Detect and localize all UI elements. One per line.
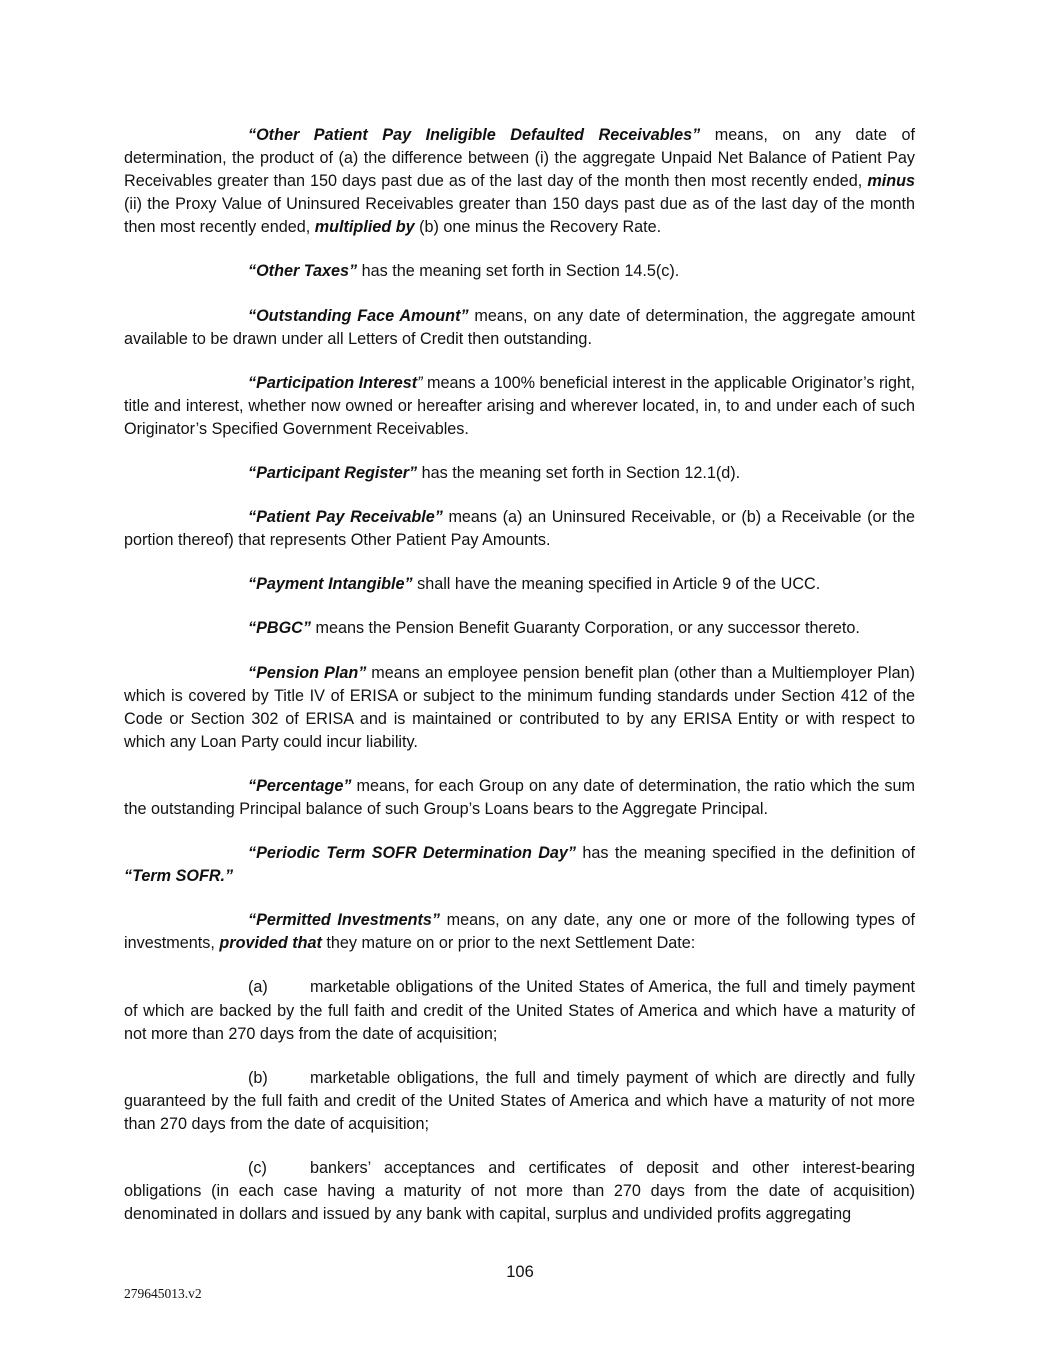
definition-text: means, on any date of determination, the aggregate amount available to be drawn under all Letters of Credit then outstanding. [124, 306, 916, 348]
definition-text: has the meaning specified in the definition of [576, 844, 915, 863]
subclause-list [124, 976, 915, 1226]
definition-paragraph [124, 462, 915, 485]
defined-term: “Payment Intangible” [248, 575, 413, 594]
definition-text: means an employee pension benefit plan (other than a Multiemployer Plan) which is covered by Title IV of ERISA or subject to the minimum funding standards under Section 412 of the Code or Section 302 of ERISA and is maintained or contributed to by any ERISA Entity or with respect to which any Loan Party could incur liability. [124, 663, 915, 751]
subclause-text: marketable obligations of the United States of America, the full and timely payment of which are backed by the full faith and credit of the United States of America and which have a maturity of not more than 270 days from the date of acquisition; [124, 978, 915, 1043]
subclause-label: (b) [248, 1068, 268, 1087]
definition-text: (b) one minus the Recovery Rate. [414, 218, 662, 237]
document-body [124, 124, 915, 1247]
definition-paragraph [124, 372, 915, 441]
emphasis-text: minus [867, 172, 915, 191]
defined-term: “Outstanding Face Amount” [248, 306, 469, 325]
defined-term: “Participant Register” [248, 464, 418, 483]
definition-text: means (a) an Uninsured Receivable, or (b) a Receivable (or the portion thereof) that represents Other Patient Pay Amounts. [124, 508, 916, 550]
emphasis-text: “Term SOFR.” [124, 867, 234, 886]
definition-text: (ii) the Proxy Value of Uninsured Receivables greater than 150 days past due as of the last day of the month then most recently ended, [124, 195, 915, 237]
subclause-text: marketable obligations, the full and timely payment of which are directly and fully guaranteed by the full faith and credit of the United States of America and which have a maturity of not more than 270 days from the date of acquisition; [124, 1068, 915, 1133]
emphasis-text: provided that [219, 934, 322, 953]
defined-term: “Other Taxes” [248, 262, 358, 281]
definition-paragraph [124, 842, 915, 888]
definition-text: has the meaning set forth in Section 14.5(c). [357, 262, 680, 281]
document-id: 279645013.v2 [124, 1286, 202, 1301]
subclause-paragraph [124, 976, 915, 1045]
definition-paragraph [124, 124, 915, 239]
definition-paragraph [124, 775, 915, 821]
defined-term: “Patient Pay Receivable” [248, 508, 443, 527]
subclause-text: bankers’ acceptances and certificates of deposit and other interest-bearing obligations (in each case having a maturity of not more than 270 days from the date of acquisition) denominated in dollars and issued by any bank with capital, surplus and undivided profits aggregating [124, 1159, 915, 1224]
definitions-list [124, 124, 915, 955]
definition-paragraph [124, 260, 915, 283]
definition-paragraph [124, 506, 915, 552]
closing-quote: ” [417, 373, 423, 392]
subclause-paragraph [124, 1157, 915, 1226]
defined-term: “Participation Interest [248, 373, 418, 392]
defined-term: “Pension Plan” [248, 663, 367, 682]
definition-text: means, on any date, any one or more of the following types of investments, [124, 911, 915, 953]
defined-term: “PBGC” [248, 619, 311, 638]
definition-paragraph [124, 662, 915, 754]
definition-text: means, on any date of determination, the product of (a) the difference between (i) the aggregate Unpaid Net Balance of Patient Pay Receivables greater than 150 days past due as of the last day of the month then most recently ended, [124, 126, 915, 191]
subclause-label: (c) [248, 1159, 267, 1177]
defined-term: “Permitted Investments” [248, 911, 440, 930]
definition-text: means a 100% beneficial interest in the applicable Originator’s right, title and interest, whether now owned or hereafter arising and wherever located, in, to and under each of such Originator’s Specified Government Receivables. [124, 373, 916, 438]
definition-text: shall have the meaning specified in Article 9 of the UCC. [412, 575, 821, 594]
definition-paragraph [124, 305, 915, 351]
emphasis-text: multiplied by [314, 218, 415, 237]
defined-term: “Percentage” [248, 776, 352, 795]
definition-text: means, for each Group on any date of determination, the ratio which the sum the outstanding Principal balance of such Group’s Loans bears to the Aggregate Principal. [124, 776, 915, 818]
definition-paragraph [124, 617, 915, 640]
definition-text: they mature on or prior to the next Settlement Date: [321, 934, 696, 953]
definition-text: means the Pension Benefit Guaranty Corporation, or any successor thereto. [310, 619, 860, 638]
subclause-paragraph [124, 1067, 915, 1136]
defined-term: “Periodic Term SOFR Determination Day” [248, 844, 577, 863]
definition-paragraph [124, 573, 915, 596]
defined-term: “Other Patient Pay Ineligible Defaulted Receivables” [248, 126, 701, 144]
definition-paragraph [124, 909, 915, 955]
definition-text: has the meaning set forth in Section 12.1(d). [417, 464, 741, 483]
subclause-label: (a) [248, 978, 268, 997]
page-number: 106 [506, 1263, 534, 1281]
